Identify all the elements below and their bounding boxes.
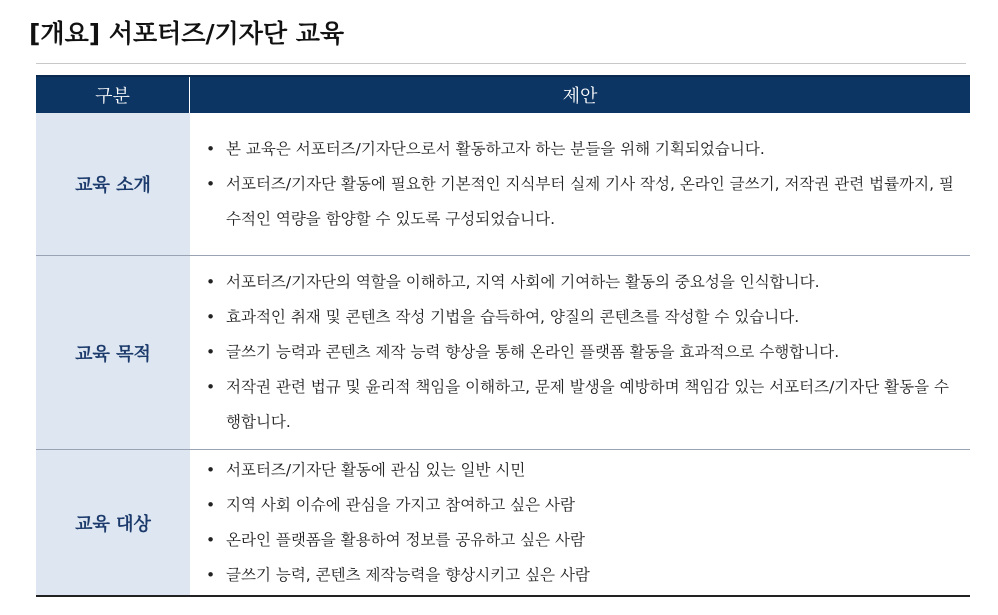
list-item: • 서포터즈/기자단의 역할을 이해하고, 지역 사회에 기여하는 활동의 중요성을 인식합니다. — [200, 265, 956, 300]
list-item: • 글쓰기 능력과 콘텐츠 제작 능력 향상을 통해 온라인 플랫폼 활동을 효과적으로 수행합니다. — [200, 335, 956, 370]
list-item: • 효과적인 취재 및 콘텐츠 작성 기법을 습득하여, 양질의 콘텐츠를 작성할 수 있습니다. — [200, 300, 956, 335]
list-item: • 저작권 관련 법규 및 윤리적 책임을 이해하고, 문제 발생을 예방하며 책임감 있는 서포터즈/기자단 활동을 수행합니다. — [200, 370, 956, 440]
bullet-list — [200, 265, 956, 440]
row-content — [190, 450, 970, 595]
title-divider — [36, 63, 966, 64]
list-item: • 본 교육은 서포터즈/기자단으로서 활동하고자 하는 분들을 위해 기획되었습니다. — [200, 132, 956, 167]
row-category-label: 교육 소개 — [36, 113, 190, 255]
table-row-purpose — [36, 256, 970, 450]
overview-table — [36, 75, 970, 597]
row-category-label: 교육 대상 — [36, 450, 190, 595]
table-row-intro — [36, 113, 970, 256]
header-category: 구분 — [36, 77, 190, 113]
bullet-list — [200, 453, 956, 593]
list-item: • 서포터즈/기자단 활동에 관심 있는 일반 시민 — [200, 453, 956, 488]
page-title: [개요] 서포터즈/기자단 교육 — [29, 19, 345, 48]
table-header — [36, 75, 970, 113]
header-proposal: 제안 — [562, 86, 598, 107]
list-item: • 지역 사회 이슈에 관심을 가지고 참여하고 싶은 사람 — [200, 488, 956, 523]
list-item: • 글쓰기 능력, 콘텐츠 제작능력을 향상시키고 싶은 사람 — [200, 558, 956, 593]
list-item: • 서포터즈/기자단 활동에 필요한 기본적인 지식부터 실제 기사 작성, 온라인 글쓰기, 저작권 관련 법률까지, 필수적인 역량을 함양할 수 있도록 구성되었습니다. — [200, 167, 956, 237]
table-row-target — [36, 450, 970, 595]
bullet-list — [200, 132, 956, 237]
row-content — [190, 113, 970, 255]
list-item: • 온라인 플랫폼을 활용하여 정보를 공유하고 싶은 사람 — [200, 523, 956, 558]
row-category-label: 교육 목적 — [36, 256, 190, 449]
row-content — [190, 256, 970, 449]
